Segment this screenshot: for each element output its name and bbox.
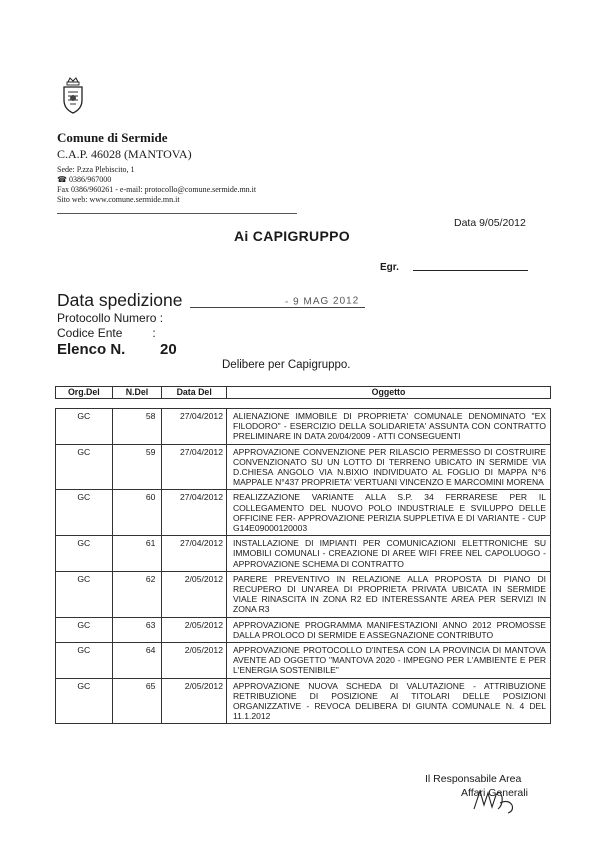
org-del-cell: GC [56, 618, 113, 642]
postal-code: C.A.P. 46028 (MANTOVA) [57, 147, 192, 161]
table-row [55, 618, 551, 643]
table-body [55, 408, 551, 724]
org-del-cell: GC [56, 490, 113, 535]
n-del-cell: 64 [113, 643, 163, 678]
oggetto-cell: APPROVAZIONE PROGRAMMA MANIFESTAZIONI ANNO 2012 PROMOSSE DALLA PROLOCO DI SERMIDE E ASSEGNAZIONE CONTRIBUTO [232, 619, 546, 640]
codice-ente-label: Codice Ente : [57, 326, 156, 340]
oggetto-cell: REALIZZAZIONE VARIANTE ALLA S.P. 34 FERRARESE PER IL COLLEGAMENTO DEL NUOVO POLO INDUSTRIALE E SVILUPPO DELLE OFFICINE FER- APPROVAZIONE PERIZIA SUPPLETIVA E DI VARIANTE - CUP G14E09000120003 [232, 492, 546, 534]
data-del-cell: 27/04/2012 [162, 536, 227, 571]
telephone: ☎ 0386/967000 [57, 175, 112, 184]
data-del-cell: 27/04/2012 [162, 409, 227, 444]
org-del-cell: GC [56, 409, 113, 444]
data-del-cell: 2/05/2012 [162, 572, 227, 617]
oggetto-cell: APPROVAZIONE NUOVA SCHEDA DI VALUTAZIONE - ATTRIBUZIONE RETRIBUZIONE DI POSIZIONE AI TITOLARI DELLE POSIZIONI ORGANIZZATIVE - REVOCA DELIBERA DI GIUNTA COMUNALE N. 4 DEL 11.1.2012 [232, 680, 546, 722]
org-del-cell: GC [56, 445, 113, 490]
egr-blank-line [413, 270, 528, 271]
egr-label: Egr. [380, 262, 399, 273]
header-oggetto: Oggetto [371, 387, 406, 397]
data-del-cell: 27/04/2012 [162, 445, 227, 490]
handwritten-signature [470, 783, 520, 815]
n-del-cell: 58 [113, 409, 163, 444]
oggetto-cell: APPROVAZIONE CONVENZIONE PER RILASCIO PERMESSO DI COSTRUIRE CONVENZIONATO SU UN LOTTO DI TERRENO UBICATO IN SERMIDE VIA D.CHIESA ANGOLO VIA N.BIXIO INDIVIDUATO AL FOGLIO DI MAPPA N°6 MAPPALE N°437 PROPRIETA' VERTUANI VINCENZO E MARCOMINI MORENA [232, 446, 546, 488]
table-row [55, 445, 551, 491]
header-divider [57, 213, 297, 214]
oggetto-cell: APPROVAZIONE PROTOCOLLO D'INTESA CON LA PROVINCIA DI MANTOVA AVENTE AD OGGETTO "MANTOVA 2020 - IMPEGNO PER L'AMBIENTE E PER L'ENERGIA SOSTENIBILE" [232, 645, 546, 676]
signature-title-line1: Il Responsabile Area [425, 773, 522, 785]
data-del-cell: 2/05/2012 [162, 618, 227, 642]
delibere-table [55, 386, 551, 724]
subtitle: Delibere per Capigruppo. [222, 359, 351, 371]
header-org-del: Org.Del [56, 387, 113, 398]
data-spedizione-label: Data spedizione [57, 290, 183, 310]
data-spedizione-line [190, 307, 365, 308]
recipient-title: Ai CAPIGRUPPO [234, 228, 350, 244]
n-del-cell: 60 [113, 490, 163, 535]
comune-crest-logo [60, 76, 86, 116]
oggetto-cell: INSTALLAZIONE DI IMPIANTI PER COMUNICAZIONI ELETTRONICHE SU IMMOBILI COMUNALI - CREAZIONE DI AREE WIFI FREE NEL CAPOLUOGO - APPROVAZIONE SCHEMA DI CONTRATTO [232, 538, 546, 569]
org-del-cell: GC [56, 679, 113, 724]
org-del-cell: GC [56, 536, 113, 571]
table-row [55, 536, 551, 572]
oggetto-cell: PARERE PREVENTIVO IN RELAZIONE ALLA PROPOSTA DI PIANO DI RECUPERO DI UN'AREA DI PROPRIETA PRIVATA UBICATA IN SERMIDE VIALE RINASCITA IN ZONA R2 ED INTERESSANTE AREA PER SERVIZI IN ZONA R3 [232, 573, 546, 615]
org-del-cell: GC [56, 643, 113, 678]
n-del-cell: 61 [113, 536, 163, 571]
oggetto-cell: ALIENAZIONE IMMOBILE DI PROPRIETA' COMUNALE DENOMINATO "EX FILODORO" - ESERCIZIO DELLA SOLIDARIETA' ASSUNTA CON CONTRATTO PRELIMINARE IN DATA 20/04/2009 - ATTI CONSEGUENTI [232, 411, 546, 442]
data-del-cell: 2/05/2012 [162, 679, 227, 724]
org-del-cell: GC [56, 572, 113, 617]
document-date: Data 9/05/2012 [454, 217, 526, 229]
n-del-cell: 62 [113, 572, 163, 617]
header-data-del: Data Del [162, 387, 227, 398]
n-del-cell: 65 [113, 679, 163, 724]
table-row [55, 408, 551, 445]
header-n-del: N.Del [113, 387, 163, 398]
elenco-number: 20 [160, 341, 177, 358]
table-row [55, 679, 551, 725]
data-del-cell: 27/04/2012 [162, 490, 227, 535]
n-del-cell: 59 [113, 445, 163, 490]
fax-email: Fax 0386/960261 - e-mail: protocollo@comune.sermide.mn.it [57, 185, 257, 194]
table-row [55, 490, 551, 536]
website: Sito web: www.comune.sermide.mn.it [57, 195, 180, 204]
signature-title-line2: Affari Generali [461, 787, 528, 799]
sede-address: Sede: P.zza Plebiscito, 1 [57, 165, 135, 174]
table-row [55, 643, 551, 679]
date-stamp: - 9 MAG 2012 [284, 295, 360, 308]
n-del-cell: 63 [113, 618, 163, 642]
protocollo-label: Protocollo Numero : [57, 311, 164, 325]
elenco-label: Elenco N. [57, 341, 126, 358]
table-row [55, 572, 551, 618]
table-header [55, 386, 551, 399]
data-del-cell: 2/05/2012 [162, 643, 227, 678]
comune-name: Comune di Sermide [57, 130, 168, 145]
